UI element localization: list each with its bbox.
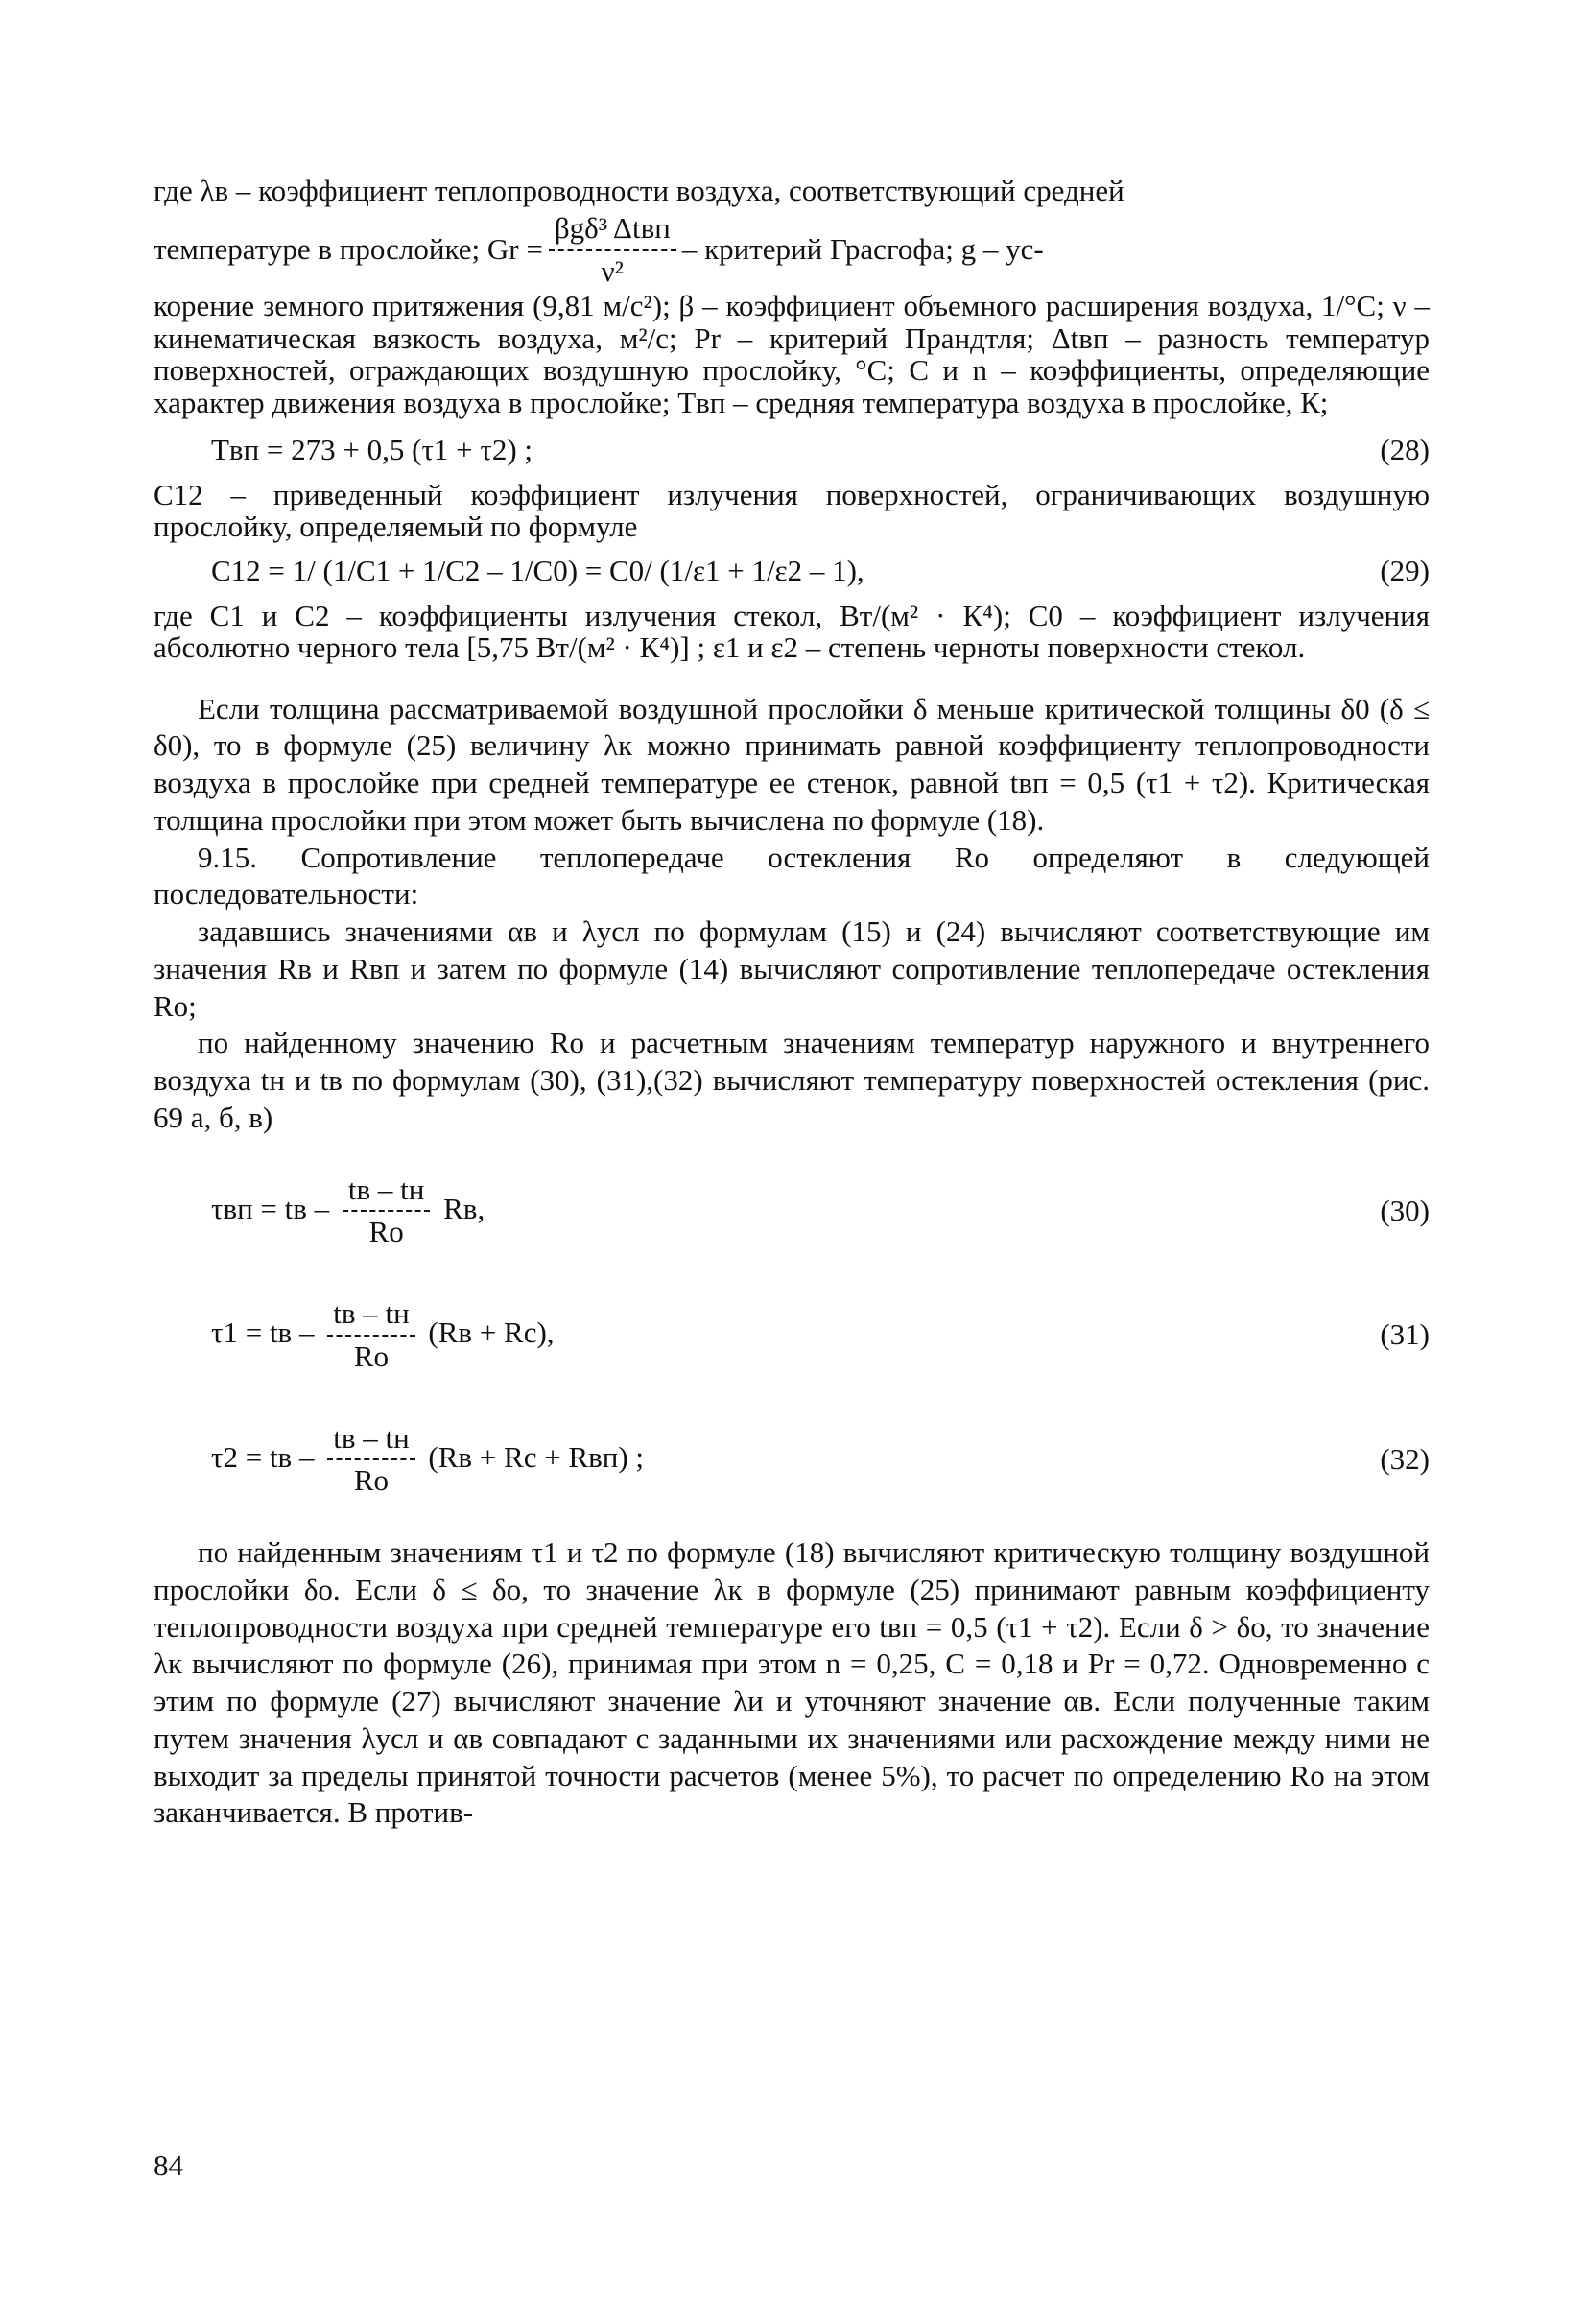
equation-31-fraction [327,1295,414,1376]
equation-31-right: (Rв + Rс), [428,1315,555,1349]
equation-29-body: C12 = 1/ (1/C1 + 1/C2 – 1/C0) = C0/ (1/ε1 + 1/ε2 – 1), [211,553,864,587]
paragraph-definitions: корение земного притяжения (9,81 м/с²); β – коэффициент объемного расширения воздуха, 1/°C; ν – кинематическая вязкость воздуха, м²/с; Pr – критерий Прандтля; Δtвп – разность температур поверхностей, ограждающих воздушную прослойку, °C; C и n – коэффициенты, определяющие характер движения воздуха в прослойке; Tвп – средняя температура воздуха в прослойке, К; [154,289,1430,419]
equation-30-fraction [343,1172,430,1252]
equation-30-denominator: Rо [368,1215,404,1249]
line-1: где λв – коэффициент теплопроводности воздуха, соответствующий средней [154,174,1124,207]
paragraph-c12: C12 – приведенный коэффициент излучения поверхностей, ограничивающих воздушную прослойку, определяемый по формуле [154,477,1430,544]
equation-30-body [154,1172,485,1252]
equation-30 [154,1172,1430,1252]
equation-32-left: τ2 = tв – [211,1439,315,1474]
paragraph-critical-thickness: Если толщина рассматриваемой воздушной прослойки δ меньше критической толщины δ0 (δ ≤ δ0), то в формуле (25) величину λк можно принимать равной коэффициенту теплопроводности воздуха в прослойке при средней температуре ее стенок, равной tвп = 0,5 (τ1 + τ2). Критическая толщина прослойки при этом может быть вычислена по формуле (18). [154,691,1430,837]
equation-32 [154,1420,1430,1501]
equation-28 [154,432,1430,469]
grashof-line-end: – критерий Грасгофа; g – ус- [681,232,1044,267]
paragraph-step-2: по найденному значению Rо и расчетным значениям температур наружного и внутреннего воздуха tн и tв по формулам (30), (31),(32) вычисляют температуру поверхностей остекления (рис. 69 а, б, в) [154,1026,1430,1134]
equation-32-body [154,1420,644,1501]
grashof-numerator: βgδ³ Δtвп [549,210,676,251]
paragraph-9-15: 9.15. Сопротивление теплопередаче остекления Rо определяют в следующей последовательности: [154,840,1430,912]
page-body [154,173,1430,1832]
equation-31 [154,1295,1430,1376]
paragraph-step-1: задавшись значениями αв и λусл по формулам (15) и (24) вычисляют соответствующие им значения Rв и Rвп и затем по формуле (14) вычисляют сопротивление теплопередаче остекления Rо; [154,914,1430,1023]
equation-32-fraction [327,1420,414,1501]
equation-32-right: (Rв + Rс + Rвп) ; [428,1439,645,1474]
equation-29-number: (29) [1380,553,1430,587]
equation-28-body: Tвп = 273 + 0,5 (τ1 + τ2) ; [211,433,533,467]
paragraph-step-3: по найденным значениям τ1 и τ2 по формуле (18) вычисляют критическую толщину воздушной прослойки δо. Если δ ≤ δо, то значение λк в формуле (25) принимают равным коэффициенту теплопроводности воздуха при средней температуре его tвп = 0,5 (τ1 + τ2). Если δ > δо, то значение λк вычисляют по формуле (26), принимая при этом n = 0,25, C = 0,18 и Pr = 0,72. Одновременно с этим по формуле (27) вычисляют значение λи и уточняют значение αв. Если полученные таким путем значения λусл и αв совпадают с заданными их значениями или расхождение между ними не выходит за пределы принятой точности расчетов (менее 5%), то расчет по определению Rо на этом заканчивается. В против- [154,1535,1430,1830]
equation-30-numerator: tв – tн [343,1172,430,1213]
equation-32-denominator: Rо [353,1463,390,1498]
equation-32-number: (32) [1380,1441,1430,1476]
equation-31-body [154,1295,555,1376]
equation-29 [154,553,1430,590]
grashof-fraction [549,210,676,291]
equation-30-left: τвп = tв – [211,1191,330,1225]
equation-28-number: (28) [1380,433,1430,467]
equation-32-numerator: tв – tн [327,1420,414,1461]
equation-31-number: (31) [1380,1317,1430,1352]
equation-31-left: τ1 = tв – [211,1315,315,1349]
equation-31-numerator: tв – tн [327,1295,414,1337]
equation-30-right: Rв, [443,1191,485,1225]
equation-31-denominator: Rо [353,1339,390,1373]
paragraph-emission: где C1 и C2 – коэффициенты излучения стекол, Вт/(м² · К⁴); C0 – коэффициент излучения абсолютно черного тела [5,75 Вт/(м² · К⁴)] ; ε1 и ε2 – степень черноты поверхности стекол. [154,598,1430,665]
page-number: 84 [154,2148,183,2182]
grashof-line [154,210,1430,291]
equation-30-number: (30) [1380,1193,1430,1227]
grashof-denominator: ν² [601,253,624,288]
grashof-line-start: температуре в прослойке; Gr = [154,232,543,267]
